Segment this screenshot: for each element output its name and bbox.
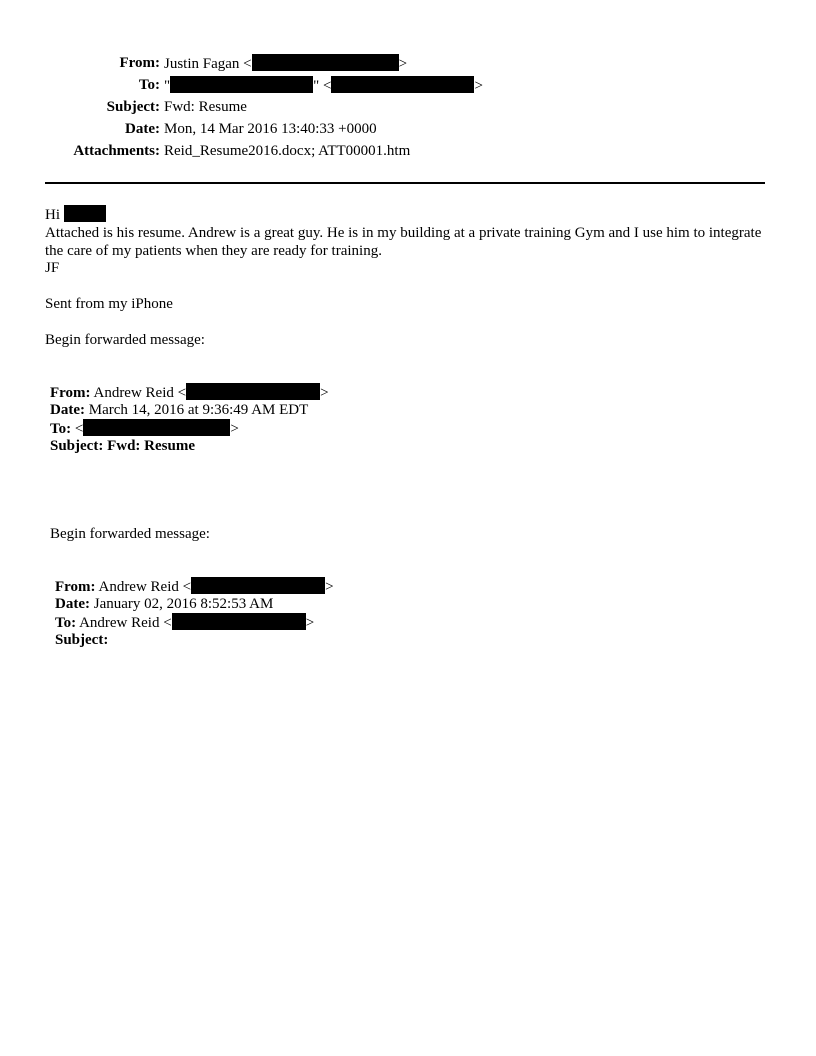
- redaction-block: [186, 383, 320, 400]
- redaction-block: [191, 577, 325, 594]
- forward-1-date-row: [50, 401, 308, 419]
- header-from-row: [0, 54, 816, 72]
- header-subject-label: Subject:: [106, 99, 160, 115]
- forward-1-from-row: From: Andrew Reid < >: [50, 385, 329, 401]
- forward-2-subject-label: Subject:: [55, 632, 109, 648]
- header-divider: [45, 182, 765, 184]
- header-attachments-value: Reid_Resume2016.docx; ATT00001.htm: [164, 143, 411, 159]
- forward-2-date-row: [55, 595, 273, 613]
- forward-1-date-label: Date:: [50, 402, 85, 418]
- header-subject-row: [0, 98, 816, 116]
- sent-from-line: Sent from my iPhone: [45, 296, 173, 312]
- header-attachments-row: [0, 142, 816, 160]
- header-subject-value: Fwd: Resume: [164, 99, 247, 115]
- forward-2-to-row: To: Andrew Reid < >: [55, 615, 315, 631]
- forward-intro: Begin forwarded message:: [45, 332, 205, 348]
- forward-2-subject-row: [55, 631, 108, 649]
- signature: JF: [45, 260, 60, 276]
- redaction-block: [170, 76, 313, 93]
- forward-2-to-name: Andrew Reid: [79, 615, 160, 631]
- redaction-block: [64, 205, 106, 222]
- header-to-label: To:: [138, 77, 160, 93]
- forward-1-from-name: Andrew Reid: [93, 385, 174, 401]
- header-from-name: Justin Fagan: [164, 56, 240, 72]
- header-from-label: From:: [119, 55, 160, 71]
- header-from-value: Justin Fagan < >: [164, 56, 408, 72]
- redaction-block: [83, 419, 230, 436]
- forward-1-subject-row: [50, 437, 195, 455]
- forward-2-to-label: To:: [55, 615, 77, 631]
- forward-2-from-name: Andrew Reid: [98, 579, 179, 595]
- header-to-row: [0, 76, 816, 94]
- redaction-block: [252, 54, 399, 71]
- greeting-line: [45, 205, 106, 224]
- message-body: Attached is his resume. Andrew is a great guy. He is in my building at a private training Gym and I use him to integrate the care of my patients when they are ready for training.: [45, 225, 762, 259]
- forward-2-date-value: January 02, 2016 8:52:53 AM: [93, 596, 274, 612]
- redaction-block: [331, 76, 474, 93]
- forward-2-from-row: From: Andrew Reid < >: [55, 579, 334, 595]
- header-date-label: Date:: [125, 121, 160, 137]
- redaction-block: [172, 613, 306, 630]
- header-to-value: " " < >: [164, 78, 483, 94]
- forward-1-intro: Begin forwarded message:: [50, 526, 210, 542]
- header-date-value: Mon, 14 Mar 2016 13:40:33 +0000: [164, 121, 377, 137]
- header-attachments-label: Attachments:: [73, 143, 160, 159]
- forward-1-to-row: To: < >: [50, 421, 239, 437]
- greeting: Hi: [45, 207, 60, 223]
- forward-2-date-label: Date:: [55, 596, 90, 612]
- forward-2-from-label: From:: [55, 579, 96, 595]
- header-date-row: [0, 120, 816, 138]
- forward-1-from-label: From:: [50, 385, 91, 401]
- forward-1-subject-line: Subject: Fwd: Resume: [50, 438, 195, 454]
- forward-1-to-label: To:: [50, 421, 72, 437]
- forward-1-date-value: March 14, 2016 at 9:36:49 AM EDT: [88, 402, 309, 418]
